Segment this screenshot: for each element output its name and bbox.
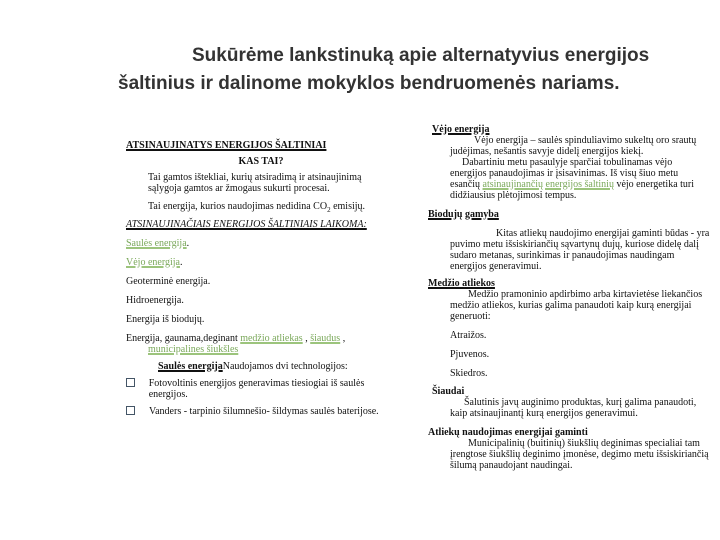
solar-heading: Saulės energija xyxy=(158,361,223,372)
link-straw[interactable]: šiaudus xyxy=(310,333,341,344)
wood-heading: Medžio atliekos xyxy=(428,278,495,289)
slide-title: Sukūrėme lankstinuką apie alternatyvius energijos šaltinius ir dalinome mokyklos bendruomenės nariams. xyxy=(118,45,650,94)
link-municipal-waste[interactable]: municipalines šiukšles xyxy=(148,344,239,355)
waste-heading: Atliekų naudojimas energijai gaminti xyxy=(428,427,588,438)
wind-text: Dabartiniu metu pasaulyje sparčiai tobulinamas vėjo energijos panaudojimas ir įsisavinimas. Iš visų šiuo metu esančių xyxy=(450,157,679,190)
item-hydro: Hidroenergija. xyxy=(126,295,184,306)
heading-considered: ATSINAUJINAČIAIS ENERGIJOS ŠALTINIAIS LAIKOMA: xyxy=(126,219,367,230)
solar-intro: Naudojamos dvi technologijos: xyxy=(222,361,348,372)
wind-para-1: Vėjo energija – saulės spinduliavimo sukeltų oro srautų judėjimas, nešantis savyje didelį energijos kiekį. xyxy=(450,135,697,157)
link-solar[interactable]: Saulės energija xyxy=(126,238,187,249)
co2-sub: 2 xyxy=(327,206,331,214)
wind-heading: Vėjo energija xyxy=(432,124,490,135)
bullet-item xyxy=(126,378,396,400)
straw-heading: Šiaudai xyxy=(432,386,465,397)
link-wood-waste[interactable]: medžio atliekas xyxy=(240,333,303,344)
item-biogas: Energija iš biodujų. xyxy=(126,314,205,325)
square-bullet-icon xyxy=(126,378,135,387)
para-definition: Tai gamtos ištekliai, kurių atsiradimą ir atsinaujinimą sąlygoja gamtos ar žmogaus sukurti procesai. xyxy=(148,172,362,194)
burning-text: Energija, gaunama,deginant xyxy=(126,333,241,344)
wood-item: Skiedros. xyxy=(450,368,488,379)
co2-text: Tai energija, kurios naudojimas nedidina CO xyxy=(148,201,328,212)
wood-para: Medžio pramoninio apdirbimo arba kirtavietėse liekančios medžio atliekos, kurias galima panaudoti kaip kurą energijai generuoti: xyxy=(450,289,703,322)
waste-para: Municipalinių (buitinių) šiukšlių deginimas specialiai tam įrengtose šiukšlių deginimo įmonėse, degimo metu išsiskiriančią šilumą panaudojant naudingai. xyxy=(450,438,709,471)
wind-text-end: vėjo energetika turi didžiausius plėtojimosi tempus. xyxy=(450,179,695,201)
biogas-heading: Biodujų gamyba xyxy=(428,209,499,220)
solar-section xyxy=(158,361,396,372)
heading-what-is-2: KAS TAI? xyxy=(238,156,284,167)
link-wind[interactable]: Vėjo energija xyxy=(126,257,180,268)
heading-what-is: ATSINAUJINATYS ENERGIJOS ŠALTINIAI xyxy=(126,140,327,151)
bullet-text: Vanders - tarpinio šilumnešio- šildymas saulės baterijose. xyxy=(149,406,379,417)
straw-para: Šalutinis javų auginimo produktas, kurį galima panaudoti, kaip atsinaujinantį kurą energijos generavimui. xyxy=(450,397,697,419)
para-co2 xyxy=(148,201,396,216)
biogas-para: Kitas atliekų naudojimo energijai gaminti būdas - yra puvimo metu išsiskiriančių sąvartynų dujų, kuriose didelę dalį sudaro metanas, surinkimas ir panaudojimas naudingam energijos generavimui. xyxy=(450,228,710,272)
bullet-text: Fotovoltinis energijos generavimas tiesiogiai iš saulės energijos. xyxy=(148,378,365,400)
wood-item: Pjuvenos. xyxy=(450,349,490,360)
item-geothermal: Geoterminė energija. xyxy=(126,276,211,287)
wood-item: Atraižos. xyxy=(450,330,487,341)
link-renewable-sources[interactable]: atsinaujinančių energijos šaltinių xyxy=(482,179,614,190)
bullet-item xyxy=(126,406,396,417)
wind-para-2 xyxy=(450,157,710,201)
left-column: ATSINAUJINATYS ENERGIJOS ŠALTINIAI KAS TAI? Tai gamtos ištekliai, kurių atsiradimą ir atsinaujinimą sąlygoja gamtos ar žmogaus sukurti procesai. Tai energija, kurios naudojimas nedidina $CO_2$ emisijų. ATSINAUJINAČIAIS ENERGIJOS ŠALTINIAIS LAIKOMA: Saulės energija. Vėjo energija. Geoterminė energija. Hidroenergija. Energija iš biodujų. Energija, gaunama,deginant medžio atliekas , šiaudus , municipalines šiukšles Saulės energijaNaudojamos dvi technologijos: Fotovoltinis energijos generavimas tiesiogiai iš saulės energijos. Vanders - tarpinio šilumnešio- šildymas saulės baterijose. xyxy=(126,140,396,417)
co2-text-end: emisijų. xyxy=(330,201,366,212)
right-column xyxy=(428,124,710,471)
square-bullet-icon xyxy=(126,406,135,415)
item-burning: Energija, gaunama,deginant medžio atliekas , šiaudus , municipalines šiukšles xyxy=(126,333,346,355)
